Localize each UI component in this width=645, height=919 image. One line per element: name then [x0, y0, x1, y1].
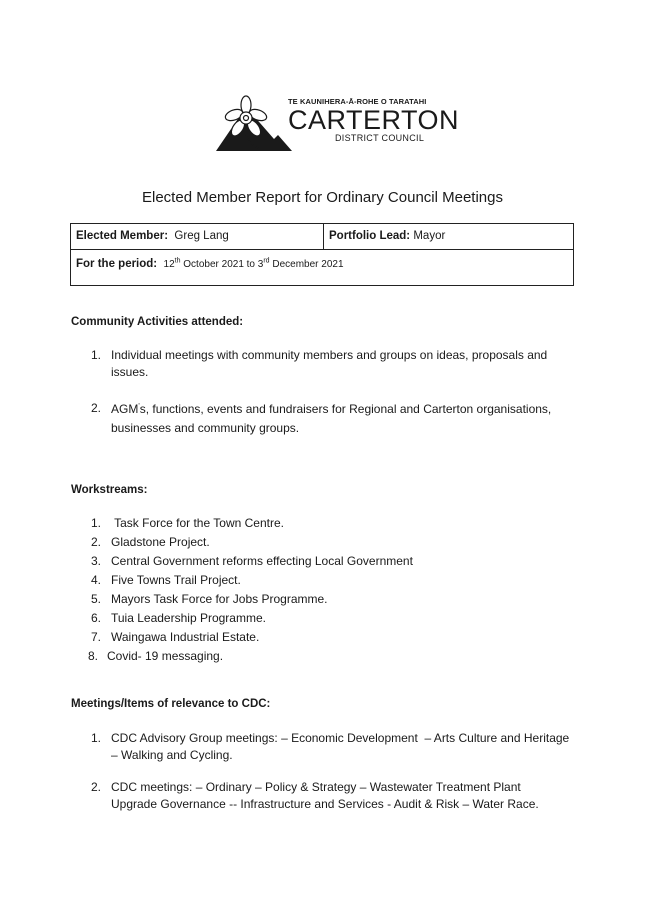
member-label: Elected Member:	[76, 230, 169, 242]
period-start-day: 12	[163, 259, 175, 270]
item-text: Five Towns Trail Project.	[111, 573, 241, 587]
item-line: businesses and community groups.	[111, 421, 300, 435]
item-number: 1.	[91, 516, 102, 530]
lead-label: Portfolio Lead:	[329, 230, 411, 242]
daffodil-mountain-icon	[216, 95, 292, 153]
item-line: s, functions, events and fundraisers for Regional and Carterton organisations,	[139, 402, 552, 416]
item-text	[111, 347, 547, 381]
member-cell	[71, 224, 324, 249]
info-table	[70, 223, 574, 286]
lead-cell-text	[329, 230, 445, 242]
workstreams-heading: Workstreams:	[71, 484, 148, 496]
info-row-period	[71, 250, 573, 285]
item-text: Task Force for the Town Centre.	[111, 516, 284, 530]
item-number: 1.	[91, 731, 102, 745]
item-number: 2.	[91, 535, 102, 549]
item-text: Gladstone Project.	[111, 535, 210, 549]
period-value	[164, 259, 344, 270]
item-text: Tuia Leadership Programme.	[111, 611, 266, 625]
logo-tagline: TE KAUNIHERA-Ā-ROHE O TARATAHI	[288, 97, 427, 106]
item-number: 3.	[91, 554, 102, 568]
member-value: Greg Lang	[174, 230, 229, 242]
item-text: Waingawa Industrial Estate.	[111, 630, 260, 644]
lead-value: Mayor	[413, 230, 446, 242]
member-cell-text	[76, 230, 229, 242]
info-row-member	[71, 224, 573, 250]
page-title: Elected Member Report for Ordinary Council Meetings	[142, 189, 503, 206]
item-text: Mayors Task Force for Jobs Programme.	[111, 592, 328, 606]
item-line: CDC Advisory Group meetings: – Economic Development – Arts Culture and Heritage	[111, 731, 570, 745]
item-line: CDC meetings: – Ordinary – Policy & Strategy – Wastewater Treatment Plant	[111, 780, 521, 794]
period-cell-text	[76, 258, 344, 270]
item-number: 7.	[91, 630, 102, 644]
item-text	[111, 400, 551, 438]
item-text: Covid- 19 messaging.	[107, 649, 224, 663]
logo-name: CARTERTON	[288, 105, 460, 135]
item-line: – Walking and Cycling.	[111, 748, 233, 762]
lead-cell	[324, 224, 572, 249]
item-number: 1.	[91, 348, 102, 362]
period-end-rest: December 2021	[272, 259, 344, 270]
item-sup: '	[138, 403, 140, 410]
item-number: 8.	[88, 649, 99, 663]
council-logo	[216, 95, 460, 155]
item-number: 2.	[91, 401, 102, 415]
period-end-day: 3	[257, 259, 264, 270]
item-text	[111, 779, 539, 813]
meetings-heading: Meetings/Items of relevance to CDC:	[71, 698, 271, 710]
item-text	[111, 730, 569, 764]
item-text: Central Government reforms effecting Local Government	[111, 554, 413, 568]
logo-text	[288, 97, 459, 143]
item-line: issues.	[111, 365, 149, 379]
item-number: 5.	[91, 592, 102, 606]
item-line: Individual meetings with community members and groups on ideas, proposals and	[111, 348, 548, 362]
item-line: AGM	[111, 402, 139, 416]
item-number: 4.	[91, 573, 102, 587]
period-start-rest: October 2021 to	[183, 259, 255, 270]
logo-subtitle: DISTRICT COUNCIL	[335, 133, 425, 143]
item-line: Upgrade Governance -- Infrastructure and Services - Audit & Risk – Water Race.	[111, 797, 539, 811]
period-start-suffix: th	[174, 257, 181, 265]
item-number: 2.	[91, 780, 102, 794]
period-end-suffix: rd	[263, 257, 270, 265]
period-label: For the period:	[76, 258, 158, 270]
item-number: 6.	[91, 611, 102, 625]
community-heading: Community Activities attended:	[71, 316, 244, 328]
